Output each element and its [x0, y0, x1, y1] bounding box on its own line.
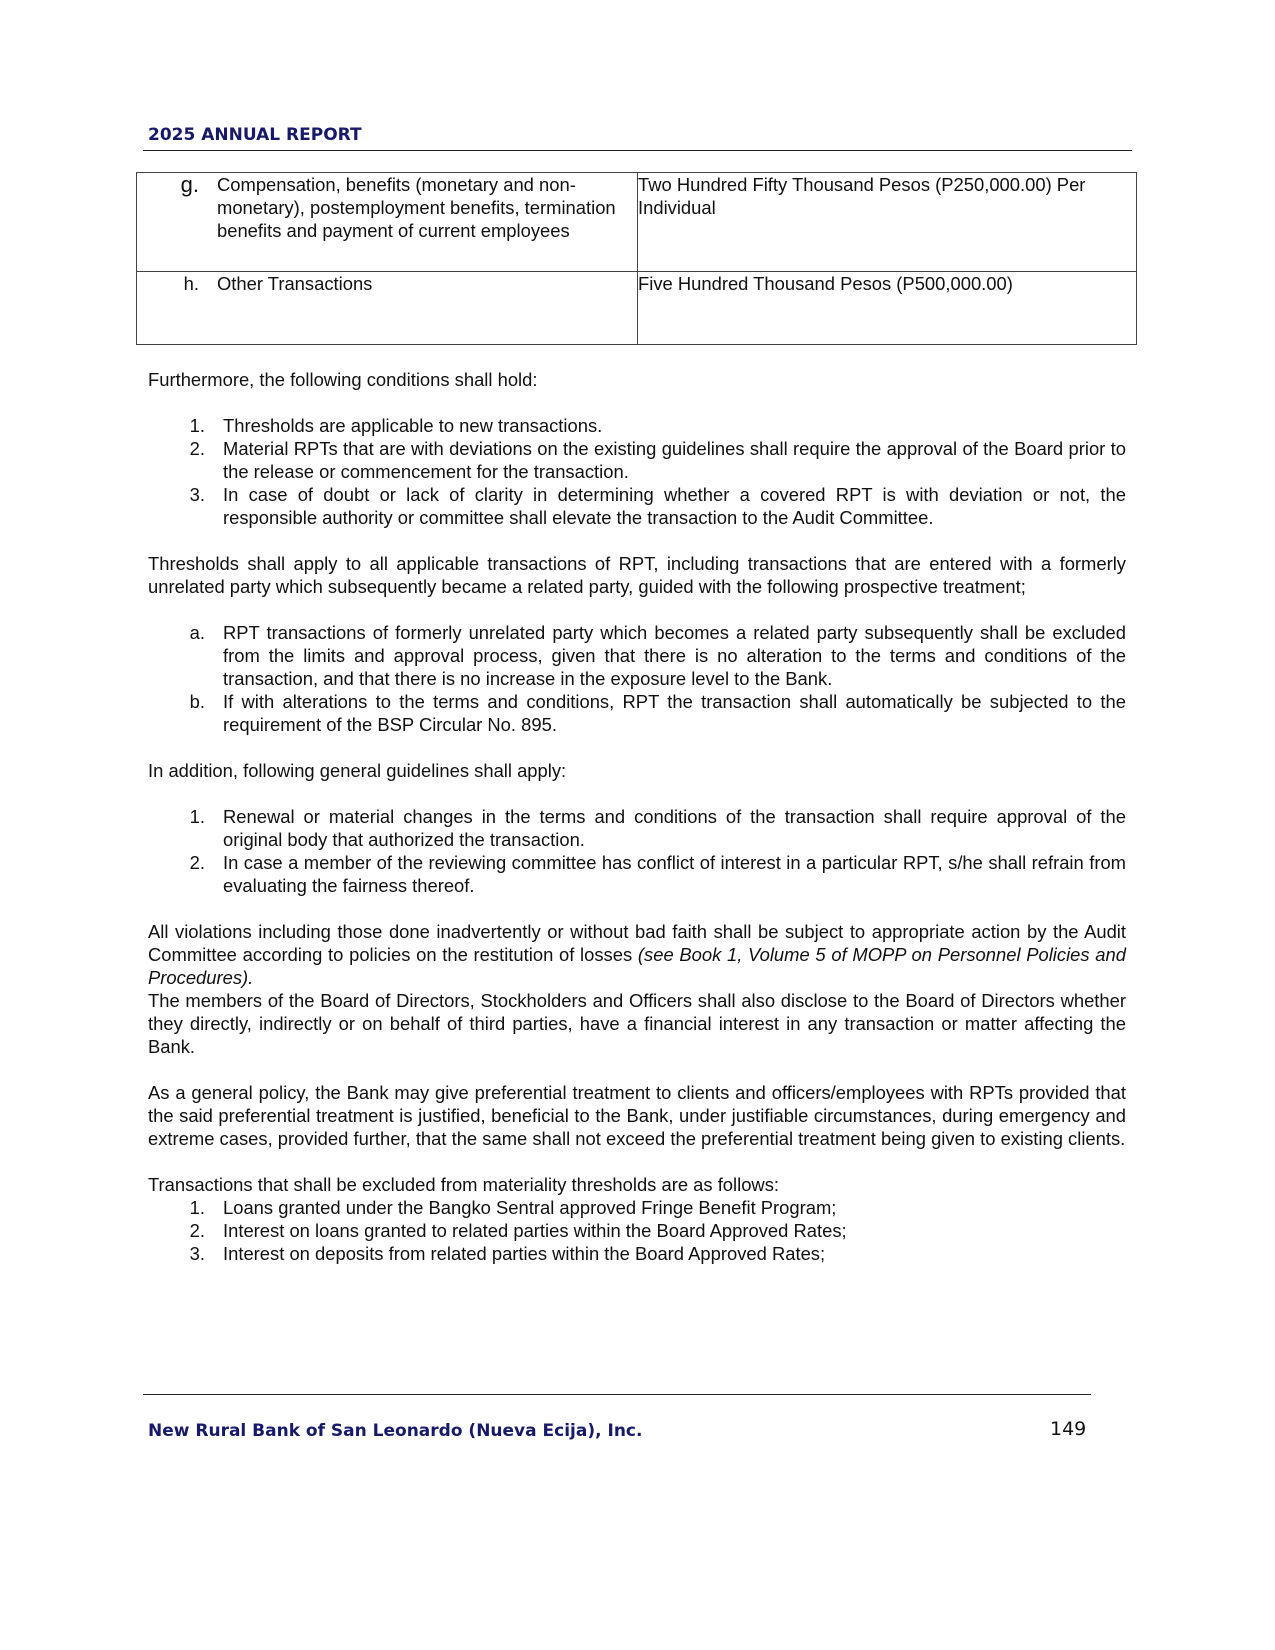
list-item [148, 805, 1126, 851]
body-text [148, 368, 1126, 1265]
list-text: Renewal or material changes in the terms and conditions of the transaction shall require approval of the original body that authorized the transaction. [223, 806, 1126, 850]
table-cell-item [137, 272, 638, 345]
list-marker: 2. [189, 1220, 205, 1241]
guidelines-list [148, 805, 1126, 897]
footer-bank-name: New Rural Bank of San Leonardo (Nueva Ecija), Inc. [148, 1421, 643, 1441]
header-rule [143, 150, 1132, 151]
page-number: 149 [1050, 1418, 1087, 1440]
list-item [148, 437, 1126, 483]
disclosure-paragraph: The members of the Board of Directors, Stockholders and Officers shall also disclose to the Board of Directors whether they directly, indirectly or on behalf of third parties, have a financial interest in any transaction or matter affecting the Bank. [148, 990, 1126, 1057]
conditions-list [148, 414, 1126, 529]
excluded-intro: Transactions that shall be excluded from materiality thresholds are as follows: [148, 1174, 780, 1195]
list-marker: 3. [189, 484, 205, 505]
violations-reference: (see Book 1, Volume 5 of MOPP on Personnel Policies and Procedures). [148, 944, 1126, 988]
footer-rule [143, 1394, 1091, 1395]
list-marker: 1. [189, 415, 205, 436]
item-letter: h. [183, 273, 199, 294]
list-marker: 1. [189, 1197, 205, 1218]
thresholds-list [148, 621, 1126, 736]
list-text: In case of doubt or lack of clarity in determining whether a covered RPT is with deviation or not, the responsible authority or committee shall elevate the transaction to the Audit Committee. [223, 484, 1126, 528]
threshold-table [136, 172, 1137, 345]
header-title: 2025 ANNUAL REPORT [148, 125, 362, 145]
thresholds-intro: Thresholds shall apply to all applicable transactions of RPT, including transactions that are entered with a formerly unrelated party which subsequently became a related party, guided with the following prospective treatment; [148, 553, 1126, 597]
list-item [148, 1242, 1126, 1265]
item-description: Other Transactions [217, 273, 373, 294]
list-item [148, 1219, 1126, 1242]
list-marker: b. [189, 691, 205, 712]
item-description: Compensation, benefits (monetary and non-monetary), postemployment benefits, termination benefits and payment of current employees [217, 174, 616, 241]
table-cell-limit: Five Hundred Thousand Pesos (P500,000.00) [638, 272, 1137, 345]
list-item [148, 621, 1126, 690]
list-marker: 1. [189, 806, 205, 827]
list-text: Interest on loans granted to related parties within the Board Approved Rates; [223, 1220, 847, 1241]
list-text: In case a member of the reviewing committee has conflict of interest in a particular RPT, s/he shall refrain from evaluating the fairness thereof. [223, 852, 1126, 896]
list-marker: 3. [189, 1243, 205, 1264]
table-row [137, 173, 1137, 272]
table-cell-limit: Two Hundred Fifty Thousand Pesos (P250,000.00) Per Individual [638, 173, 1137, 272]
list-text: Thresholds are applicable to new transactions. [223, 415, 603, 436]
violations-paragraph [148, 920, 1126, 989]
list-marker: 2. [189, 852, 205, 873]
guidelines-intro: In addition, following general guidelines shall apply: [148, 760, 567, 781]
list-text: Loans granted under the Bangko Sentral approved Fringe Benefit Program; [223, 1197, 837, 1218]
list-item [148, 690, 1126, 736]
list-text: If with alterations to the terms and conditions, RPT the transaction shall automatically be subjected to the requirement of the BSP Circular No. 895. [223, 691, 1126, 735]
conditions-intro: Furthermore, the following conditions shall hold: [148, 369, 538, 390]
list-text: Interest on deposits from related parties within the Board Approved Rates; [223, 1243, 826, 1264]
list-item [148, 1196, 1126, 1219]
list-item [148, 851, 1126, 897]
table-cell-item [137, 173, 638, 272]
list-item [148, 483, 1126, 529]
list-marker: a. [189, 622, 205, 643]
table-row [137, 272, 1137, 345]
item-letter: g. [180, 172, 199, 197]
list-text: Material RPTs that are with deviations on the existing guidelines shall require the approval of the Board prior to the release or commencement for the transaction. [223, 438, 1126, 482]
preferential-paragraph: As a general policy, the Bank may give preferential treatment to clients and officers/employees with RPTs provided that the said preferential treatment is justified, beneficial to the Bank, under justifiable circumstances, during emergency and extreme cases, provided further, that the same shall not exceed the preferential treatment being given to existing clients. [148, 1082, 1126, 1149]
list-item [148, 414, 1126, 437]
list-marker: 2. [189, 438, 205, 459]
violations-text: All violations including those done inadvertently or without bad faith shall be subject to appropriate action by the Audit Committee according to policies on the restitution of losses [148, 921, 1126, 965]
excluded-list [148, 1196, 1126, 1265]
list-text: RPT transactions of formerly unrelated party which becomes a related party subsequently shall be excluded from the limits and approval process, given that there is no alteration to the terms and conditions of the transaction, and that there is no increase in the exposure level to the Bank. [223, 622, 1126, 689]
